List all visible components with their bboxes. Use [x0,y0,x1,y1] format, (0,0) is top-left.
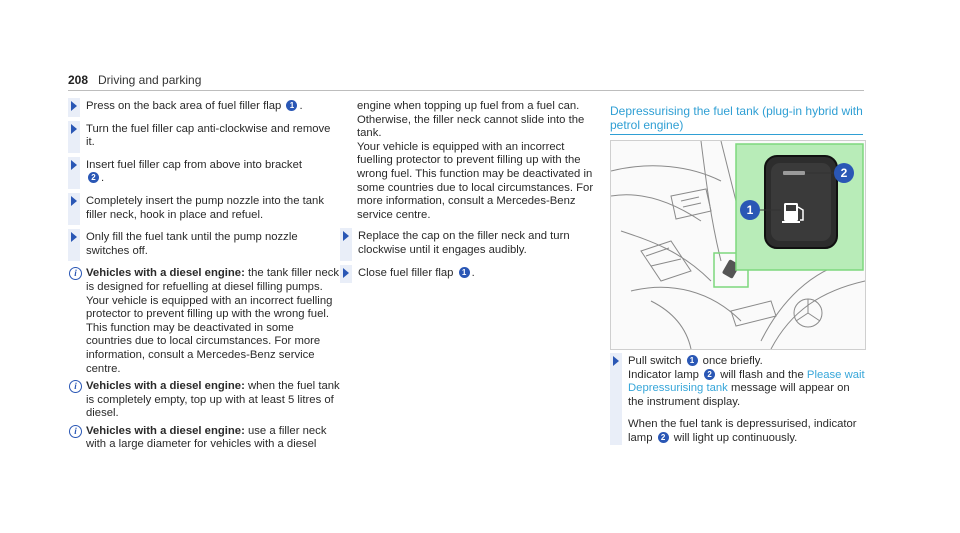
callout-2-badge: 2 [658,432,669,443]
info-icon: i [69,425,82,438]
display-message: Please wait Depressurising tank [628,368,865,395]
step-arrow-icon [71,124,77,134]
page-section-title: Driving and parking [98,73,202,87]
step-insert-nozzle: Completely insert the pump nozzle into the tank filler neck, hook in place and refuel. [68,195,340,222]
callout-1-badge: 1 [286,100,297,111]
column-1 [68,100,340,461]
step-replace-cap: Replace the cap on the filler neck and turn clockwise until it engages audibly. [340,230,598,257]
step-fill-tank: Only fill the fuel tank until the pump nozzle switches off. [68,231,340,258]
step-arrow-icon [343,231,349,241]
note-diesel-empty: i Vehicles with a diesel engine: when the fuel tank is completely empty, top up with at least 5 litres of diesel. [68,380,340,421]
figure-callout-2: 2 [834,163,854,183]
section-heading: Depressurising the fuel tank (plug-in hybrid with petrol engine) [610,104,863,135]
step-turn-cap: Turn the fuel filler cap anti-clockwise and remove it. [68,123,340,150]
callout-1-badge: 1 [687,355,698,366]
step-arrow-icon [71,196,77,206]
step-insert-cap: Insert fuel filler cap from above into bracket 2 . [68,159,340,186]
callout-2-badge: 2 [88,172,99,183]
callout-1-badge: 1 [459,267,470,278]
header-divider [68,90,864,91]
callout-2-badge: 2 [704,369,715,380]
step-arrow-icon [343,268,349,278]
step-arrow-icon [71,160,77,170]
step-press-flap: Press on the back area of fuel filler flap 1 . [68,100,340,114]
door-panel-drawing [611,141,865,349]
note-diesel-neck: i Vehicles with a diesel engine: the tank filler neck is designed for refuelling at diesel filling pumps. Your vehicle is equipped with an incorrect fuelling protector to prevent filling up with the wrong fuel. This function may be deactivated in some countries due to local circumstances. For more information, consult a Mercedes-Benz service centre. [68,267,340,376]
note-continued: engine when topping up fuel from a fuel can. Otherwise, the filler neck cannot slide into the tank. Your vehicle is equipped with an incorrect fuelling protector to prevent filling up with the wrong fuel. This function may be deactivated in some countries due to local circumstances. For more information, consult a Mercedes-Benz service centre. [357,100,594,221]
step-pull-switch: Pull switch 1 once briefly. Indicator lamp 2 will flash and the Please wait Depressurising tank message will appear on the instrument display. [610,355,866,409]
depressurised-paragraph: When the fuel tank is depressurised, indicator lamp 2 will light up continuously. [628,418,857,444]
note-diesel-diameter: i Vehicles with a diesel engine: use a filler neck with a large diameter for vehicles with a diesel [68,425,340,452]
figure-callout-1: 1 [740,200,760,220]
step-arrow-icon [613,356,619,366]
door-panel-illustration [610,140,866,350]
column-3-text [610,355,866,455]
page-number: 208 [68,73,89,87]
step-close-flap: Close fuel filler flap 1 . [340,267,598,281]
column-2 [340,100,598,289]
step-arrow-icon [71,101,77,111]
info-icon: i [69,380,82,393]
step-arrow-icon [71,232,77,242]
info-icon: i [69,267,82,280]
